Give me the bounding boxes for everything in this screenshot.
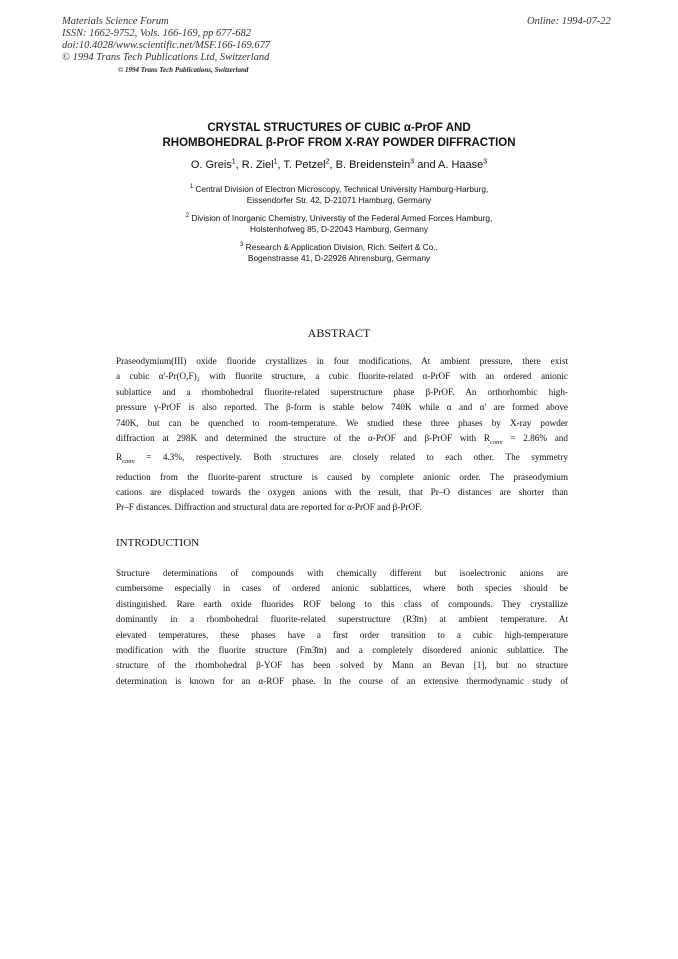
affiliation-address: Bogenstrasse 41, D-22926 Ahrensburg, Germany — [247, 253, 431, 264]
abstract-line: a cubic α'-Pr(O,F)₂ with fluorite structure, a cubic fluorite-related α-PrOF with an ordered anionic — [116, 371, 568, 382]
affiliation-3 — [0, 240, 678, 265]
affiliation-address: Eissendorfer Str. 42, D-21071 Hamburg, Germany — [246, 195, 432, 206]
author-affiliation-mark: 1 — [231, 158, 236, 166]
affiliation-line: Division of Inorganic Chemistry, Universtiy of the Federal Armed Forces Hamburg, — [191, 212, 493, 223]
title-line-2: RHOMBOHEDRAL β-PrOF FROM X-RAY POWDER DIFFRACTION — [162, 137, 516, 149]
affiliation-number: 2 — [185, 213, 190, 219]
abstract-line: $R_{conv} = 4.3\%$, respectively. Both structures are closely related to each other. The symmetry — [116, 452, 568, 466]
abstract-line: reduction from the fluorite-parent structure is caused by complete anionic order. The praseodymium — [116, 471, 568, 482]
author-name: R. Ziel — [241, 159, 274, 171]
abstract-line: cations are displaced towards the oxygen anions with the result, that Pr–O distances are shorter than — [116, 486, 568, 497]
introduction-line: structure of the rhombohedral β-YOF has been solved by Mann an Bevan [1], but no structure — [116, 660, 568, 671]
journal-name: Materials Science Forum — [62, 16, 169, 27]
author-name: A. Haase — [438, 159, 484, 171]
introduction-line: modification with the fluorite structure (Fm3̄m) and a completely disordered anionic sublattice. The — [116, 645, 568, 656]
copyright-line: © 1994 Trans Tech Publications Ltd, Switzerland — [62, 52, 270, 63]
author-name: B. Breidenstein — [335, 159, 411, 171]
affiliation-line: Central Division of Electron Microscopy, Technical University Hamburg-Harburg, — [195, 183, 489, 194]
author-list: O. Greis$^1$, R. Ziel$^1$, T. Petzel$^2$, B. Breidenstein$^3$ and A. Haase$^3$ — [190, 158, 488, 171]
abstract-body — [116, 354, 568, 516]
abstract-line: 740K, but can be quenched to room-temperature. We studied these three phases by X-ray powder — [116, 417, 568, 428]
affiliation-1 — [0, 182, 678, 207]
affiliation-2 — [0, 211, 678, 236]
author-affiliation-mark: 1 — [273, 158, 278, 166]
introduction-line: determination is known for an α-ROF phase. In the course of an extensive thermodynamic study of — [116, 675, 568, 686]
issn-line: ISSN: 1662-9752, Vols. 166-169, pp 677-682 — [62, 28, 251, 39]
abstract-line: sublattice and a rhombohedral fluorite-related superstructure phase β-PrOF. An orthorhombic high- — [116, 386, 568, 397]
introduction-line: distinguished. Rare earth oxide fluorides ROF belong to this class of compounds. They crystallize — [116, 598, 568, 609]
affiliation-line: Research & Application Division, Rich. Seifert & Co., — [245, 241, 438, 252]
abstract-line: diffraction at 298K and determined the structure of the α-PrOF and β-PrOF with $R_{conv} = 2.86\%$ and — [116, 433, 568, 446]
introduction-line: Structure determinations of compounds with chemically different but isoelectronic anions are — [116, 568, 568, 578]
title-line-1: CRYSTAL STRUCTURES OF CUBIC α-PrOF AND — [207, 122, 471, 134]
author-affiliation-mark: 3 — [483, 158, 488, 166]
paper-title — [0, 121, 678, 151]
introduction-heading: INTRODUCTION — [116, 537, 200, 549]
affiliation-address: Holstenhofweg 85, D-22043 Hamburg, Germany — [249, 224, 428, 235]
authors-conjunction: and — [417, 159, 436, 171]
author-affiliation-mark: 2 — [325, 158, 330, 166]
affiliation-number: 1 — [189, 184, 194, 190]
doi-link[interactable]: doi:10.4028/www.scientific.net/MSF.166-169.677 — [62, 40, 271, 51]
abstract-line: Praseodymium(III) oxide fluoride crystallizes in four modifications. At ambient pressure, there exist — [116, 356, 568, 366]
author-name: O. Greis — [190, 159, 232, 171]
introduction-body — [116, 566, 568, 689]
abstract-line: pressure γ-PrOF is also reported. The β-form is stable below 740K while α and α' are formed above — [116, 402, 568, 413]
introduction-line: elevated temperatures, these phases have a first order transition to a cubic high-temperature — [116, 629, 568, 640]
introduction-line: cumbersome especially in cases of ordered anionic sublattices, where both species should be — [116, 583, 568, 594]
publisher-line: © 1994 Trans Tech Publications, Switzerland — [118, 66, 249, 74]
abstract-line: Pr–F distances. Diffraction and structural data are reported for α-PrOF and β-PrOF. — [116, 502, 422, 513]
author-name: T. Petzel — [283, 159, 326, 171]
abstract-heading: ABSTRACT — [307, 326, 371, 340]
affiliation-number: 3 — [240, 242, 244, 248]
author-affiliation-mark: 3 — [410, 158, 415, 166]
online-date: Online: 1994-07-22 — [527, 16, 611, 27]
introduction-line: dominantly in a rhombohedral fluorite-related superstructure (R3̄m) at ambient temperature. At — [116, 614, 568, 625]
journal-header — [62, 16, 270, 64]
